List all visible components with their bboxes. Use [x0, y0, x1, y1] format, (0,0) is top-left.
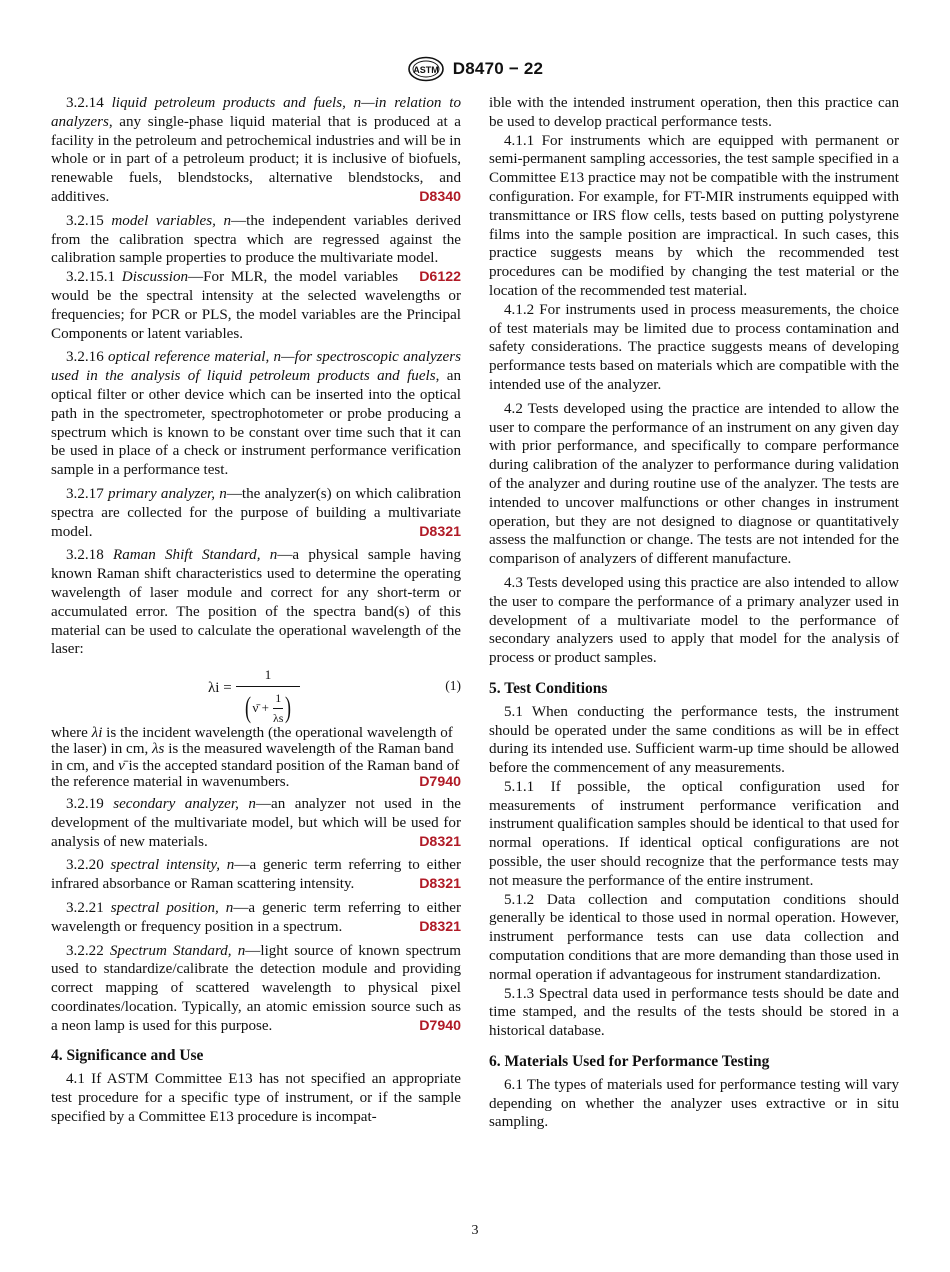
definition-3-2-19: 3.2.19 secondary analyzer, n—an analyzer not used in the development of the multivariate model, but which will be used for analysis of new materials. D8321	[51, 795, 461, 850]
reference-code[interactable]: D7940	[419, 1017, 461, 1034]
definition-3-2-15: 3.2.15 model variables, n—the independent variables derived from the calibration spectra which are regressed against the calibration sample properties to produce the multivariate model. D6122	[51, 212, 461, 286]
page-number: 3	[471, 1223, 479, 1238]
equation-number: (1)	[445, 678, 461, 694]
left-column	[51, 94, 461, 1127]
reference-code[interactable]: D8321	[419, 918, 461, 935]
reference-code[interactable]: D8321	[419, 876, 461, 893]
equation-where-clause: where λi is the incident wavelength (the operational wavelength of the laser) in cm, λs is the measured wavelength of the Raman band in cm, and ν̄ is the accepted standard position of the Raman band of the reference material in wavenumbers. D7940	[51, 725, 461, 790]
paragraph-5-1-1: 5.1.1 If possible, the optical configuration used for measurements of instrument performance verification and instrument qualification samples should be identical to that used for normal operations. If identical optical configurations are not possible, the user should recognize that the performance tests may not measure the performance of the entire instrument.	[489, 778, 899, 889]
discussion-3-2-15-1: 3.2.15.1 Discussion—For MLR, the model variables would be the spectral intensity at the selected wavelengths or frequencies; for PCR or PLS, the model variables are the Principal Components or latent variables.	[51, 269, 461, 342]
equation-fraction: 1 ( ν̄ + $\frac{1}{\lambda s}$ )	[236, 666, 300, 727]
section-6-heading: 6. Materials Used for Performance Testing	[489, 1053, 770, 1071]
paragraph-5-1: 5.1 When conducting the performance tests, the instrument should be operated under the same conditions as will be in effect during its intended use. Sufficient warm-up time should be allowed before the commencement of any measurements.	[489, 703, 899, 777]
paragraph-5-1-3: 5.1.3 Spectral data used in performance tests should be date and time stamped, and the results of the tests should be stored in a historical database.	[489, 985, 899, 1040]
reference-code[interactable]: D7940	[419, 773, 461, 790]
definition-3-2-22: 3.2.22 Spectrum Standard, n—light source of known spectrum used to standardize/calibrate the detection module and providing correct mapping of scattered wavelength to physical pixel coordinates/location. Typically, an atomic emission source such as a neon lamp is used for this purpose. D7940	[51, 942, 461, 1034]
paragraph-5-1-2: 5.1.2 Data collection and computation conditions should generally be identical to those used in normal operation. However, instrument performance tests can use data collection and computation conditions that are more demanding than those used in normal operation if advantageous for instrument standardization.	[489, 891, 899, 983]
definition-3-2-16: 3.2.16 optical reference material, n—for spectroscopic analyzers used in the analysis of liquid petroleum products and fuels, an optical filter or other device which can be inserted into the optical path in the spectrometer, spectrophotometer or probe producing a spectrum which is known to be constant over time such that it can be used in place of a check or instrument performance verification sample in a performance test.	[51, 349, 461, 479]
definition-3-2-14: 3.2.14 liquid petroleum products and fuels, n—in relation to analyzers, any single-phase liquid material that is produced at a facility in the petroleum and petrochemical industries and will be in whole or in part of a petroleum product; it is inclusive of biofuels, renewable fuels, blendstocks, alternative blendstocks, and additives. D8340	[51, 95, 461, 205]
reference-code[interactable]: D6122	[419, 269, 461, 286]
paragraph-4-1-cont: ible with the intended instrument operation, then this practice can be used to develop practical performance tests.	[489, 95, 899, 130]
definition-3-2-18: 3.2.18 Raman Shift Standard, n—a physical sample having known Raman shift characteristics used to determine the operating wavelength of laser module and correct for any short-term or accumulated error. The position of the spectra band(s) of this material can be used to calculate the operational wavelength of the laser:	[51, 547, 461, 658]
section-4-heading: 4. Significance and Use	[51, 1047, 204, 1065]
section-5-heading: 5. Test Conditions	[489, 679, 608, 697]
page-header	[0, 54, 950, 84]
equation-1: λi = 1 ( ν̄ + $\frac{1}{\lambda s}$ ) (1)	[51, 665, 461, 721]
paragraph-4-3: 4.3 Tests developed using this practice are also intended to allow the user to compare the performance of a primary analyzer used in development of a multivariate model to the performance of secondary analyzers used to apply that model for the analysis of process or product samples.	[489, 574, 899, 667]
reference-code[interactable]: D8321	[419, 833, 461, 850]
definition-3-2-17: 3.2.17 primary analyzer, n—the analyzer(s) on which calibration spectra are collected for the purpose of building a multivariate model. D8321	[51, 485, 462, 540]
reference-code[interactable]: D8321	[419, 523, 461, 540]
reference-code[interactable]: D8340	[419, 188, 461, 205]
document-id: D8470 − 22	[452, 59, 544, 78]
paragraph-6-1: 6.1 The types of materials used for performance testing will vary depending on whether the analyzer uses extractive or in situ sampling.	[489, 1076, 899, 1131]
definition-3-2-21: 3.2.21 spectral position, n—a generic term referring to either wavelength or frequency position in a spectrum. D8321	[51, 899, 462, 935]
paragraph-4-2: 4.2 Tests developed using the practice are intended to allow the user to compare the performance of an instrument on any given day with prior performance, and specifically to compare performance during calibration of the analyzer to performance during validation of the analyzer and during routine use of the analyzer. The tests are intended to uncover malfunctions or other changes in instrument operation, but they are not designed to diagnose or quantitatively assess the malfunction or change. The tests are not intended for the comparison of analyzers of different manufacture.	[489, 400, 899, 568]
paragraph-4-1-2: 4.1.2 For instruments used in process measurements, the choice of test materials may be limited due to process contamination and safety considerations. The practice suggests means of developing performance tests based on materials which are compatible with the intended use of the analyzer.	[489, 301, 899, 393]
astm-logo-icon	[407, 56, 445, 82]
right-column	[489, 94, 899, 1132]
svg-text:ASTM: ASTM	[413, 65, 439, 75]
definition-3-2-20: 3.2.20 spectral intensity, n—a generic term referring to either infrared absorbance or Raman scattering intensity. D8321	[51, 857, 461, 893]
paragraph-4-1: 4.1 If ASTM Committee E13 has not specified an appropriate test procedure for a specific type of instrument, or if the sample specified by a Committee E13 procedure is incompat-	[51, 1071, 461, 1125]
paragraph-4-1-1: 4.1.1 For instruments which are equipped with permanent or semi-permanent sampling accessories, the test sample specified in a Committee E13 practice may not be compatible with the instrument configuration. For example, for FT-MIR instruments equipped with transmittance or IRS flow cells, tests based on putting polystyrene films into the sample position are impractical. In such cases, this practice suggests means by which the recommended test procedures can be modified by changing the test material or the location of the recommended test material.	[489, 132, 899, 299]
